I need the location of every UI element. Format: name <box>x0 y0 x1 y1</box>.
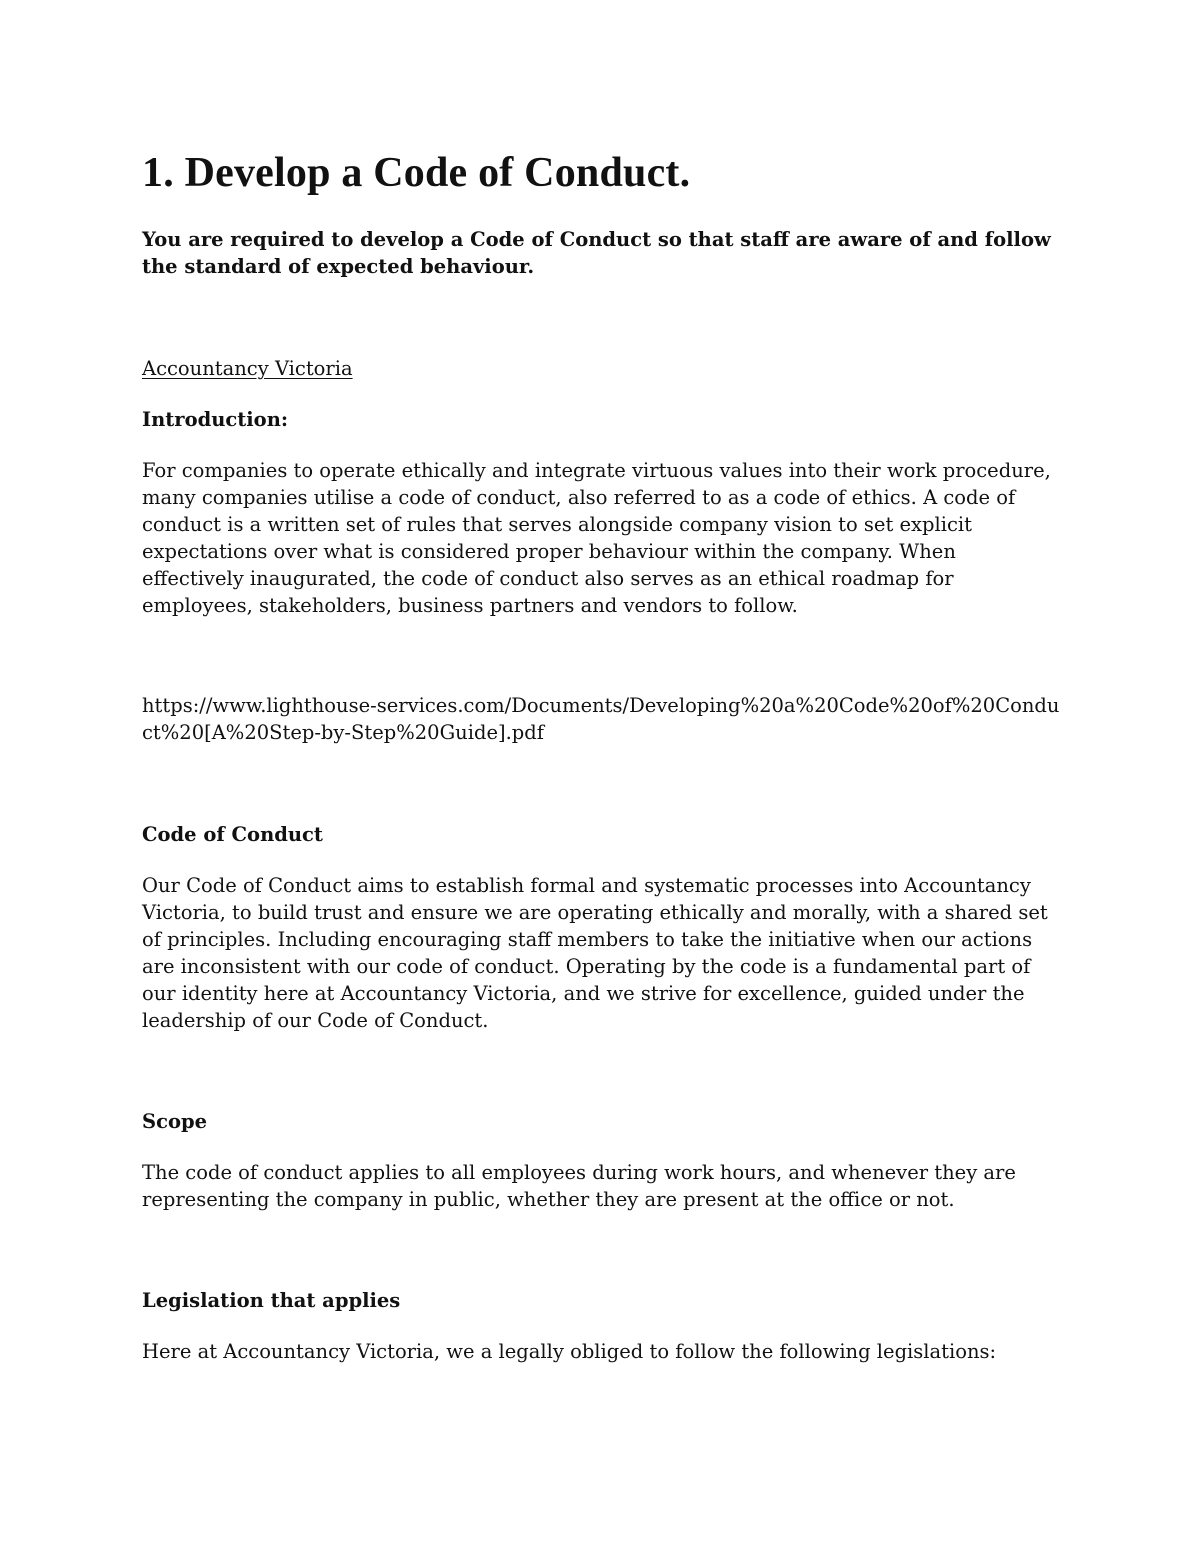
legislation-body: Here at Accountancy Victoria, we a legally obliged to follow the following legislations: <box>142 1340 997 1363</box>
page-title: 1. Develop a Code of Conduct. <box>142 150 691 196</box>
organization-name: Accountancy Victoria <box>142 357 353 380</box>
legislation-heading: Legislation that applies <box>142 1289 401 1312</box>
scope-heading: Scope <box>142 1110 208 1133</box>
scope-body: The code of conduct applies to all employees during work hours, and whenever they are representing the company in public, whether they are present at the office or not. <box>142 1161 1016 1211</box>
introduction-heading: Introduction: <box>142 408 289 431</box>
instructions-text: You are required to develop a Code of Conduct so that staff are aware of and follow the standard of expected behaviour. <box>142 228 1051 278</box>
reference-url[interactable]: https://www.lighthouse-services.com/Documents/Developing%20a%20Code%20of%20Conduct%20[A%20Step-by-Step%20Guide].pdf <box>142 694 1060 744</box>
code-of-conduct-heading: Code of Conduct <box>142 823 323 846</box>
introduction-body: For companies to operate ethically and integrate virtuous values into their work procedure, many companies utilise a code of conduct, also referred to as a code of ethics. A code of conduct is a written set of rules that serves alongside company vision to set explicit expectations over what is considered proper behaviour within the company. When effectively inaugurated, the code of conduct also serves as an ethical roadmap for employees, stakeholders, business partners and vendors to follow. <box>142 459 1051 617</box>
code-of-conduct-body: Our Code of Conduct aims to establish formal and systematic processes into Accountancy Victoria, to build trust and ensure we are operating ethically and morally, with a shared set of principles. Including encouraging staff members to take the initiative when our actions are inconsistent with our code of conduct. Operating by the code is a fundamental part of our identity here at Accountancy Victoria, and we strive for excellence, guided under the leadership of our Code of Conduct. <box>142 874 1048 1032</box>
